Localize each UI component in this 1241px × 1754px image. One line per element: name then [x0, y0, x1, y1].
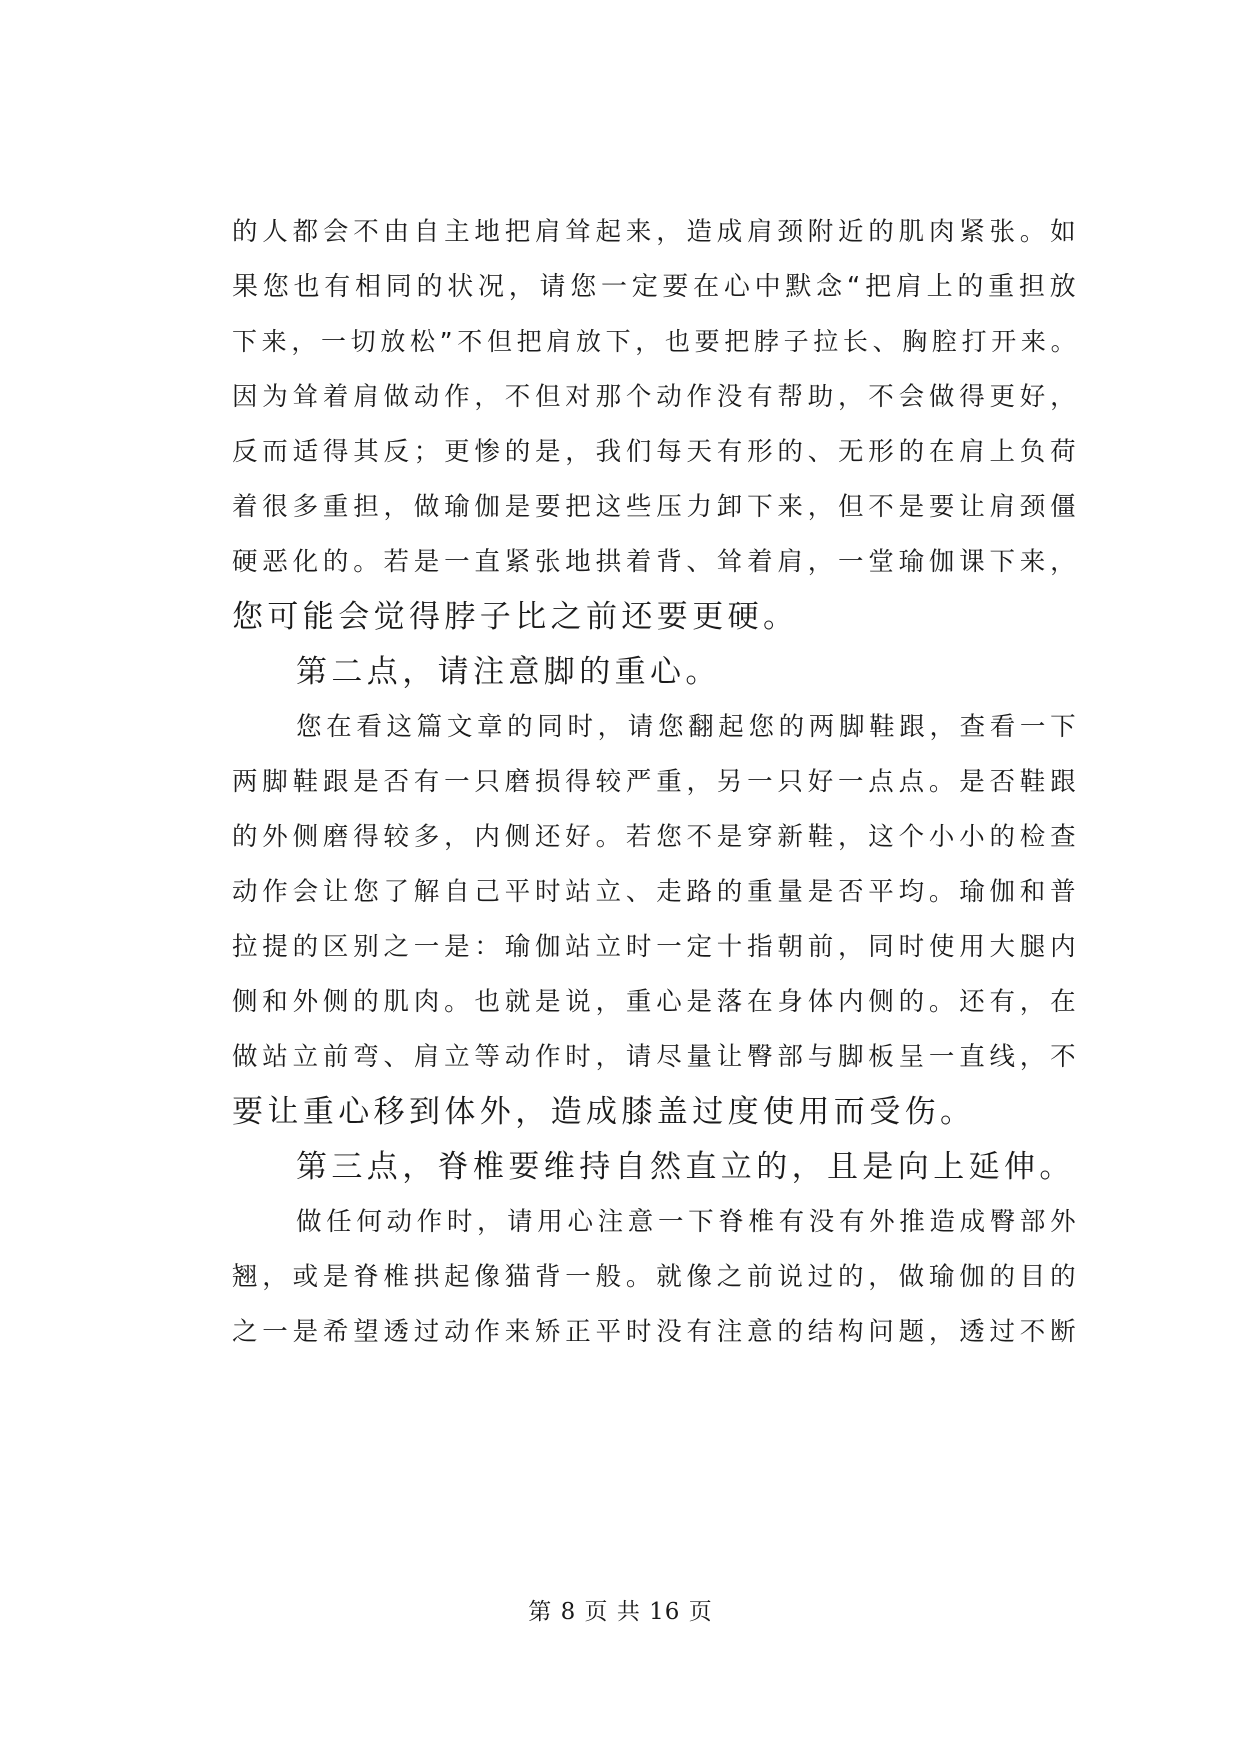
- paragraph-line: 的外侧磨得较多，内侧还好。若您不是穿新鞋，这个小小的检查: [232, 822, 1080, 852]
- paragraph-line: 要让重心移到体外，造成膝盖过度使用而受伤。: [232, 1094, 976, 1130]
- paragraph-line: 拉提的区别之一是：瑜伽站立时一定十指朝前，同时使用大腿内: [232, 932, 1080, 962]
- paragraph-line: 翘，或是脊椎拱起像猫背一般。就像之前说过的，做瑜伽的目的: [232, 1262, 1080, 1292]
- paragraph-line: 您在看这篇文章的同时，请您翻起您的两脚鞋跟，查看一下: [296, 712, 1080, 742]
- paragraph-line: 做站立前弯、肩立等动作时，请尽量让臀部与脚板呈一直线，不: [232, 1042, 1080, 1072]
- paragraph-line: 果您也有相同的状况，请您一定要在心中默念“把肩上的重担放: [232, 272, 1080, 302]
- paragraph-line: 的人都会不由自主地把肩耸起来，造成肩颈附近的肌肉紧张。如: [232, 217, 1080, 247]
- page-footer: 第 8 页 共 16 页: [528, 1599, 713, 1625]
- paragraph-line: 着很多重担，做瑜伽是要把这些压力卸下来，但不是要让肩颈僵: [232, 492, 1080, 522]
- paragraph-line: 动作会让您了解自己平时站立、走路的重量是否平均。瑜伽和普: [232, 877, 1080, 907]
- paragraph-line: 做任何动作时，请用心注意一下脊椎有没有外推造成臀部外: [296, 1207, 1080, 1237]
- paragraph-line: 硬恶化的。若是一直紧张地拱着背、耸着肩，一堂瑜伽课下来，: [232, 547, 1080, 577]
- paragraph-line: 侧和外侧的肌肉。也就是说，重心是落在身体内侧的。还有，在: [232, 987, 1080, 1017]
- paragraph-line: 因为耸着肩做动作，不但对那个动作没有帮助，不会做得更好，: [232, 382, 1080, 412]
- section-heading: 第二点，请注意脚的重心。: [296, 654, 721, 690]
- paragraph-line: 反而适得其反；更惨的是，我们每天有形的、无形的在肩上负荷: [232, 437, 1080, 467]
- paragraph-line: 您可能会觉得脖子比之前还要更硬。: [232, 599, 799, 635]
- paragraph-line: 下来，一切放松”不但把肩放下，也要把脖子拉长、胸腔打开来。: [232, 327, 1080, 356]
- paragraph-line: 之一是希望透过动作来矫正平时没有注意的结构问题，透过不断: [232, 1317, 1080, 1347]
- section-heading: 第三点，脊椎要维持自然直立的，且是向上延伸。: [296, 1149, 1075, 1185]
- paragraph-line: 两脚鞋跟是否有一只磨损得较严重，另一只好一点点。是否鞋跟: [232, 767, 1080, 797]
